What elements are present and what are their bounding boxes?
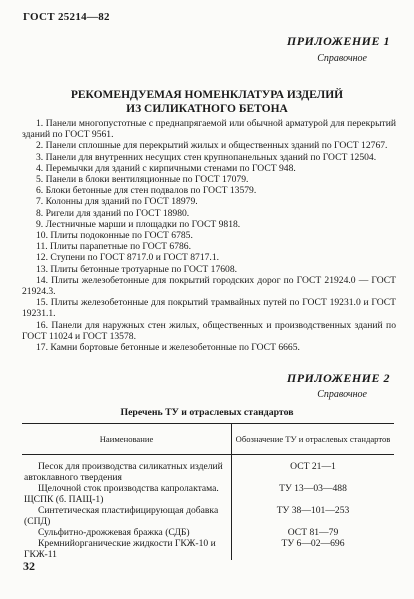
table-cell-code: ОСТ 21—1: [290, 461, 336, 472]
list-item: 5. Панели в блоки вентиляционные по ГОСТ 17079.: [36, 174, 249, 186]
table-cell-name: Песок для производства силикатных изделий автоклавного твердения: [22, 461, 232, 483]
table-cell-name: Сульфитно-дрожжевая бражка (СДБ): [22, 527, 232, 538]
nomenclature-list: [22, 118, 396, 353]
table-cell-name: Кремнийорганические жидкости ГКЖ-10 и ГКЖ-11: [22, 538, 232, 560]
table-row: [22, 505, 394, 527]
table-row: [22, 483, 394, 505]
table-row: [22, 538, 394, 560]
list-item: 9. Лестничные марши и площадки по ГОСТ 9818.: [36, 218, 241, 230]
nomenclature-heading-line-1: РЕКОМЕНДУЕМАЯ НОМЕНКЛАТУРА ИЗДЕЛИЙ: [70, 89, 344, 101]
table-cell-name: Щелочной сток производства капролактама. ЩСПК (б. ПАЩ-1): [22, 483, 232, 505]
table-header-row: [22, 424, 394, 455]
list-item: 12. Ступени по ГОСТ 8717.0 и ГОСТ 8717.1.: [36, 252, 220, 264]
table-row: [22, 527, 394, 538]
list-item: 15. Плиты железобетонные для покрытий трамвайных путей по ГОСТ 19231.0 и ГОСТ 19231.1.: [22, 297, 396, 320]
table-cell-code: ТУ 38—101—253: [276, 505, 350, 516]
table-cell-code: ТУ 6—02—696: [281, 538, 345, 549]
list-item: 3. Панели для внутренних несущих стен крупнопанельных зданий по ГОСТ 12504.: [36, 151, 377, 163]
tu-table: [22, 423, 394, 560]
table-cell-code: ТУ 13—03—488: [279, 483, 347, 494]
tu-table-title: Перечень ТУ и отраслевых стандартов: [120, 407, 294, 418]
list-item: 1. Панели многопустотные с преднапрягаемой или обычной арматурой для перекрытий зданий по ГОСТ 9561.: [22, 118, 396, 141]
column-header-code: Обозначение ТУ и отраслевых стандартов: [232, 424, 395, 455]
list-item: 11. Плиты парапетные по ГОСТ 6786.: [36, 241, 191, 253]
list-item: 13. Плиты бетонные тротуарные по ГОСТ 17608.: [36, 263, 238, 275]
list-item: 7. Колонны для зданий по ГОСТ 18979.: [36, 196, 198, 208]
list-item: 17. Камни бортовые бетонные и железобетонные по ГОСТ 6665.: [36, 342, 300, 354]
table-cell-name: Синтетическая пластифицирующая добавка (СПД): [22, 505, 232, 527]
list-item: 10. Плиты подоконные по ГОСТ 6785.: [36, 230, 193, 242]
table-row: [22, 461, 394, 483]
nomenclature-heading: [0, 88, 414, 116]
list-item: 14. Плиты железобетонные для покрытий городских дорог по ГОСТ 21924.0 — ГОСТ 21924.3.: [22, 274, 396, 298]
list-item: 6. Блоки бетонные для стен подвалов по ГОСТ 13579.: [36, 185, 257, 197]
list-item: 16. Панели для наружных стен жилых, общественных и производственных зданий по ГОСТ 11024 и ГОСТ 13578.: [22, 319, 396, 342]
standard-header: ГОСТ 25214—82: [23, 11, 110, 23]
list-item: 2. Панели сплошные для перекрытий жилых и общественных зданий по ГОСТ 12767.: [36, 140, 388, 152]
table-cell-code: ОСТ 81—79: [287, 527, 339, 538]
nomenclature-heading-line-2: ИЗ СИЛИКАТНОГО БЕТОНА: [126, 103, 288, 115]
appendix-1-note: Справочное: [317, 53, 367, 64]
list-item: 8. Ригели для зданий по ГОСТ 18980.: [36, 207, 190, 219]
appendix-2-title: ПРИЛОЖЕНИЕ 2: [286, 371, 390, 385]
appendix-2-note: Справочное: [317, 389, 367, 400]
list-item: 4. Перемычки для зданий с кирпичными стенами по ГОСТ 948.: [36, 162, 296, 174]
appendix-1-title: ПРИЛОЖЕНИЕ 1: [286, 34, 390, 48]
page-number: 32: [23, 559, 35, 573]
column-header-name: Наименование: [22, 424, 232, 455]
